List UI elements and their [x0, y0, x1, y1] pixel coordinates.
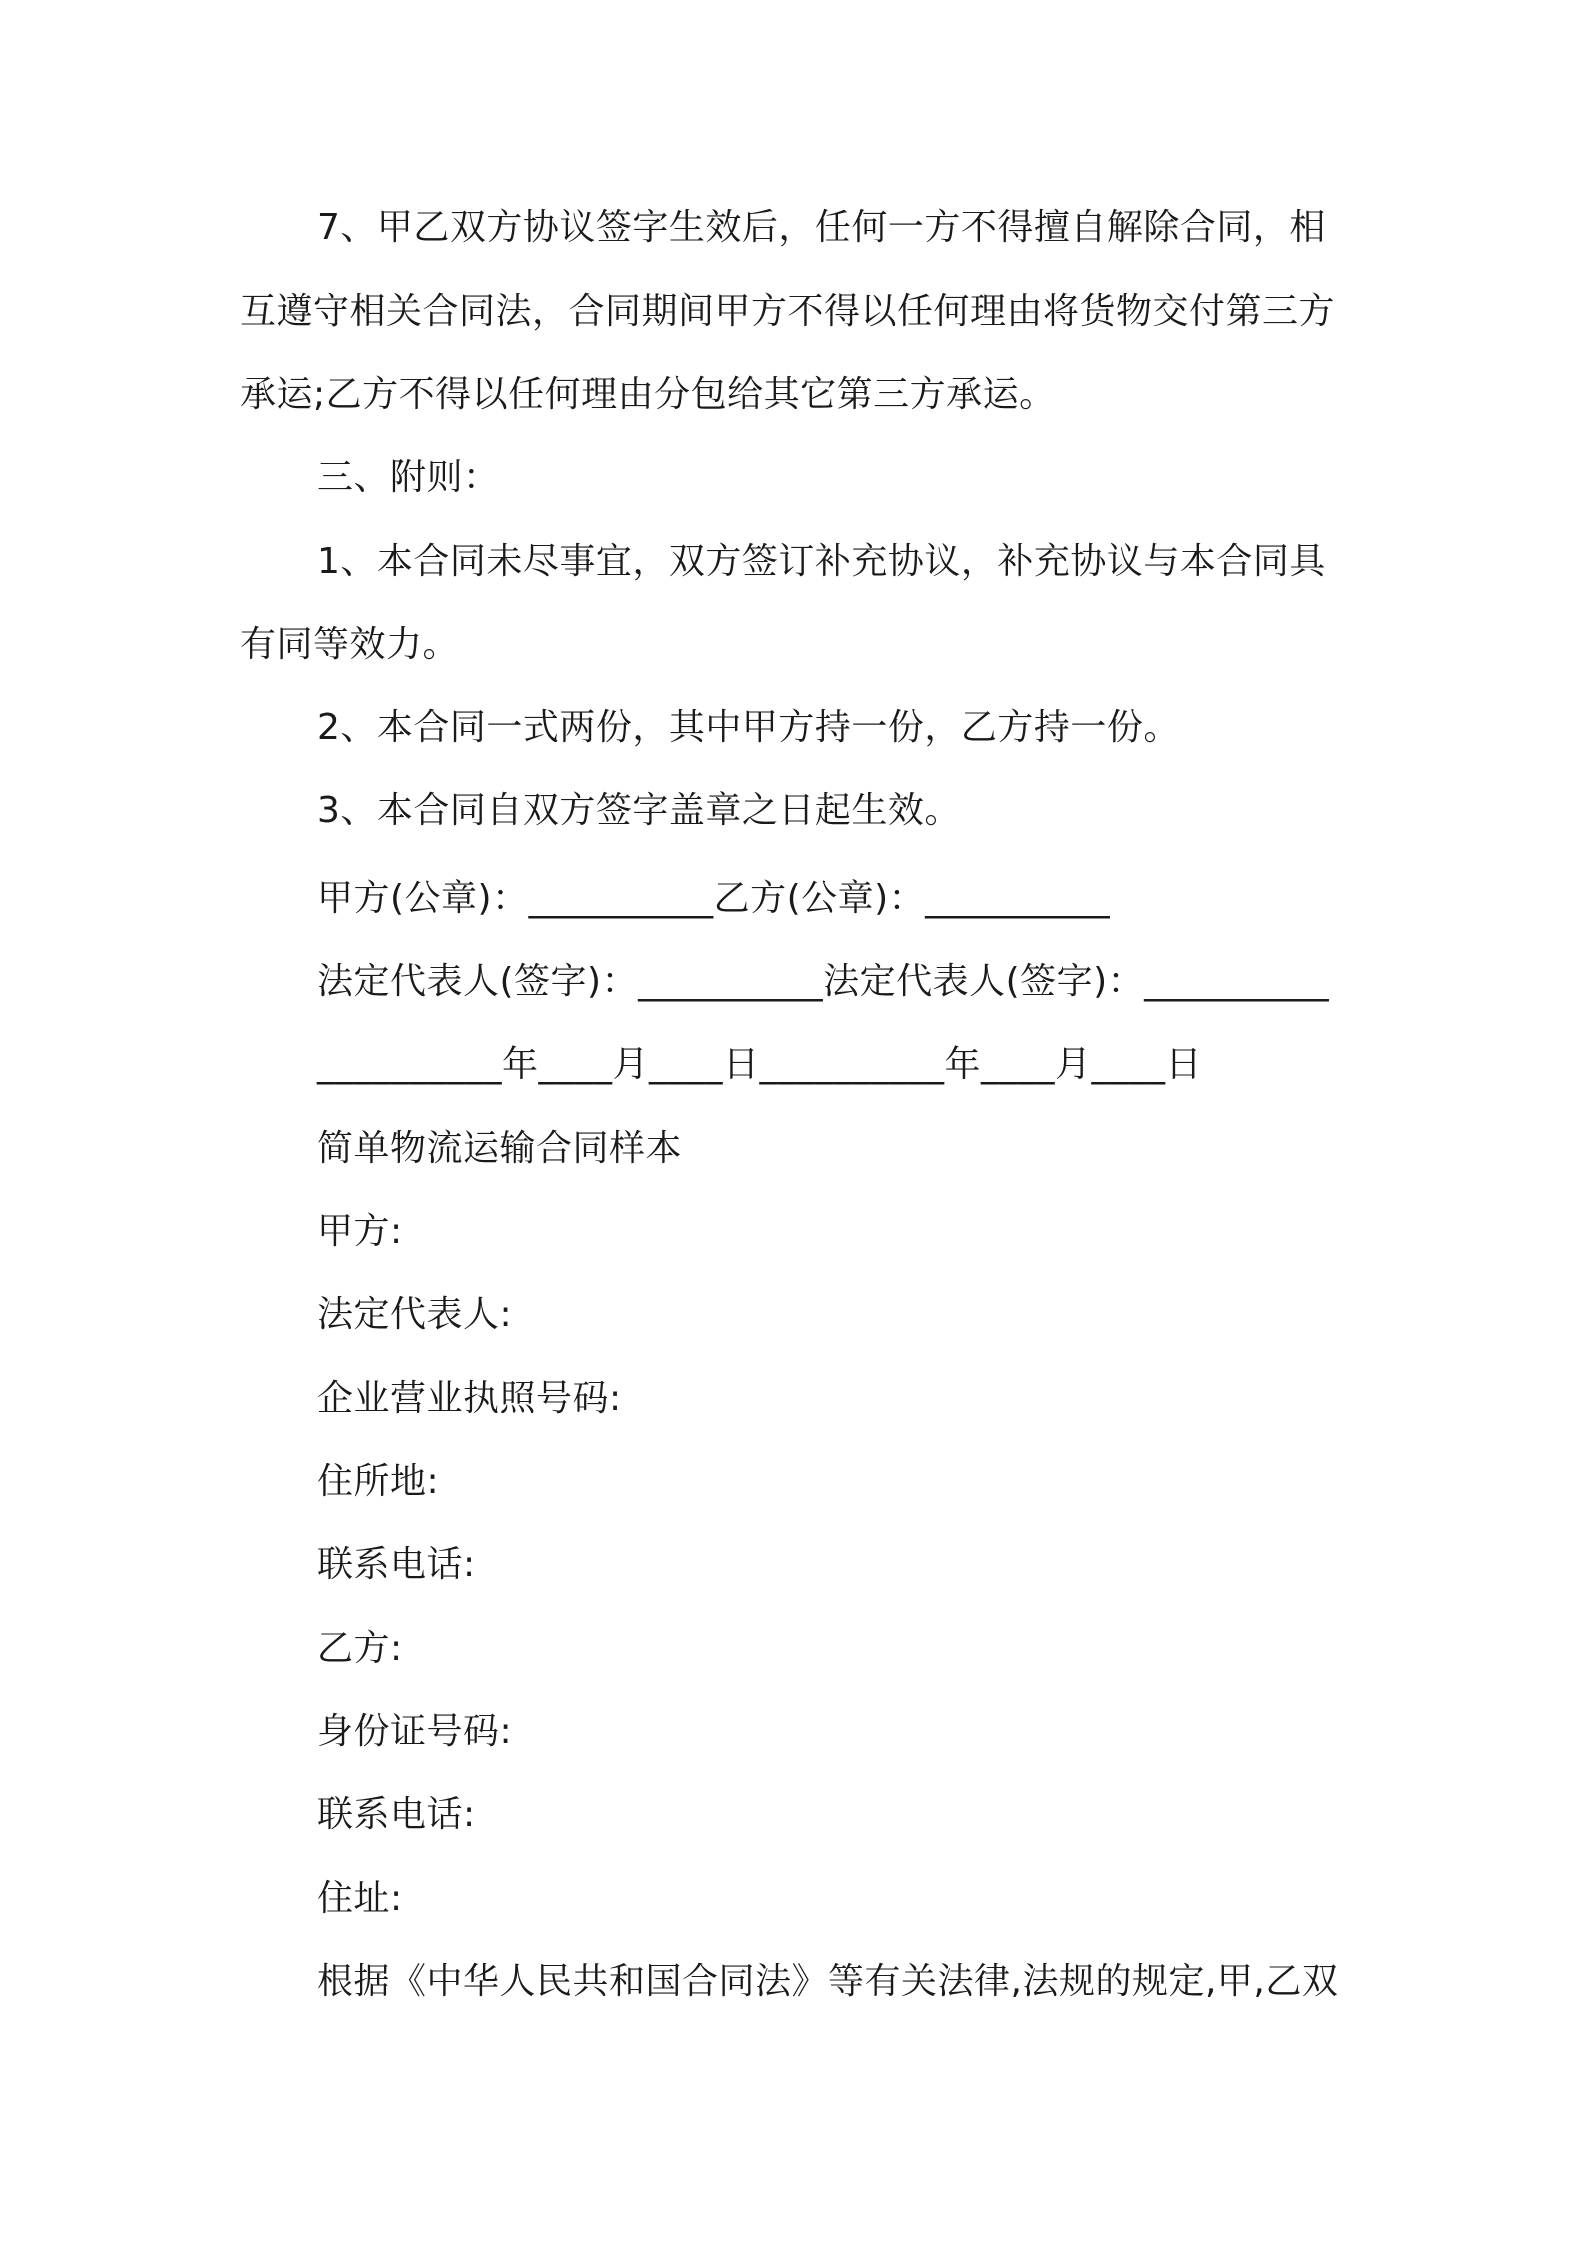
domicile-label: 住所地: — [317, 1461, 440, 1502]
clause-7-line-2: 互遵守相关合同法，合同期间甲方不得以任何理由将货物交付第三方 — [240, 291, 1336, 332]
signature-representative-line: 法定代表人(签字)：__________法定代表人(签字)：__________ — [317, 961, 1330, 1002]
id-number-label: 身份证号码: — [317, 1711, 513, 1752]
party-b-phone-label: 联系电话: — [317, 1794, 476, 1835]
sample-title: 简单物流运输合同样本 — [317, 1128, 683, 1169]
signature-seal-line: 甲方(公章)：__________乙方(公章)：__________ — [317, 878, 1111, 919]
appendix-item-1-line-1: 1、本合同未尽事宜，双方签订补充协议，补充协议与本合同具 — [317, 541, 1326, 582]
signature-date-line: __________年____月____日__________年____月____日 — [317, 1044, 1202, 1085]
clause-7-line-1: 7、甲乙双方协议签字生效后，任何一方不得擅自解除合同，相 — [317, 207, 1326, 248]
appendix-item-1-line-2: 有同等效力。 — [240, 624, 460, 665]
address-label: 住址: — [317, 1878, 403, 1919]
appendix-item-3: 3、本合同自双方签字盖章之日起生效。 — [317, 790, 961, 831]
legal-representative-label: 法定代表人: — [317, 1294, 513, 1335]
business-license-label: 企业营业执照号码: — [317, 1378, 622, 1419]
contract-basis-line: 根据《中华人民共和国合同法》等有关法律,法规的规定,甲,乙双 — [317, 1961, 1339, 2002]
section-heading-appendix: 三、附则： — [317, 457, 500, 498]
party-a-phone-label: 联系电话: — [317, 1544, 476, 1585]
party-a-label: 甲方: — [317, 1211, 403, 1252]
clause-7-line-3: 承运;乙方不得以任何理由分包给其它第三方承运。 — [240, 374, 1056, 415]
party-b-label: 乙方: — [317, 1628, 403, 1669]
appendix-item-2: 2、本合同一式两份，其中甲方持一份，乙方持一份。 — [317, 707, 1180, 748]
